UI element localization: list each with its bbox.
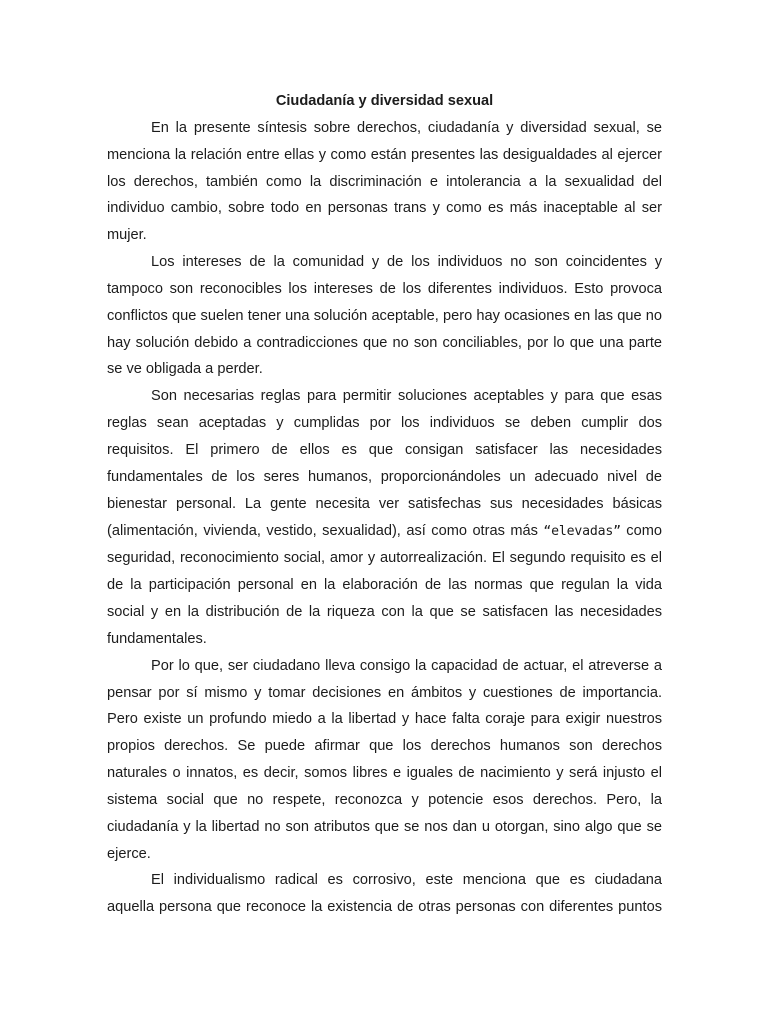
paragraph-2: Los intereses de la comunidad y de los individuos no son coincidentes y tampoco son reconocibles los intereses de los diferentes individuos. Esto provoca conflictos que suelen tener una solución aceptable, pero hay ocasiones en las que no hay solución debido a contradicciones que no son conciliables, por lo que una parte se ve obligada a perder. xyxy=(107,254,662,378)
document-title: Ciudadanía y diversidad sexual xyxy=(275,93,494,109)
quoted-word: “elevadas” xyxy=(543,523,621,539)
paragraph-3-text-before: Son necesarias reglas para permitir soluciones aceptables y para que esas reglas sean aceptadas y cumplidas por los individuos se deben cumplir dos requisitos. El primero de ellos es que consigan satisfacer las necesidades fundamentales de los seres humanos, proporcionándoles un adecuado nivel de bienestar personal. La gente necesita ver satisfechas sus necesidades básicas (alimentación, vivienda, vestido, sexualidad), así como otras más xyxy=(107,388,662,539)
paragraph-4: Por lo que, ser ciudadano lleva consigo la capacidad de actuar, el atreverse a pensar por sí mismo y tomar decisiones en ámbitos y cuestiones de importancia. Pero existe un profundo miedo a la libertad y hace falta coraje para exigir nuestros propios derechos. Se puede afirmar que los derechos humanos son derechos naturales o innatos, es decir, somos libres e iguales de nacimiento y será injusto el sistema social que no respete, reconozca y potencie esos derechos. Pero, la ciudadanía y la libertad no son atributos que se nos dan u otorgan, sino algo que se ejerce. xyxy=(107,657,662,862)
paragraph-3-text-after: como seguridad, reconocimiento social, amor y autorrealización. El segundo requisito es el de la participación personal en la elaboración de las normas que regulan la vida social y en la distribución de la riqueza con la que se satisfacen las necesidades fundamentales. xyxy=(107,522,662,647)
paragraph-5: El individualismo radical es corrosivo, este menciona que es ciudadana aquella persona que reconoce la existencia de otras personas con diferentes puntos xyxy=(107,872,662,916)
document-body xyxy=(107,88,662,921)
paragraph-1: En la presente síntesis sobre derechos, ciudadanía y diversidad sexual, se menciona la relación entre ellas y como están presentes las desigualdades al ejercer los derechos, también como la discriminación e intolerancia a la sexualidad del individuo cambio, sobre todo en personas trans y como es más inaceptable al ser mujer. xyxy=(107,119,662,244)
paragraph-3 xyxy=(107,383,662,652)
